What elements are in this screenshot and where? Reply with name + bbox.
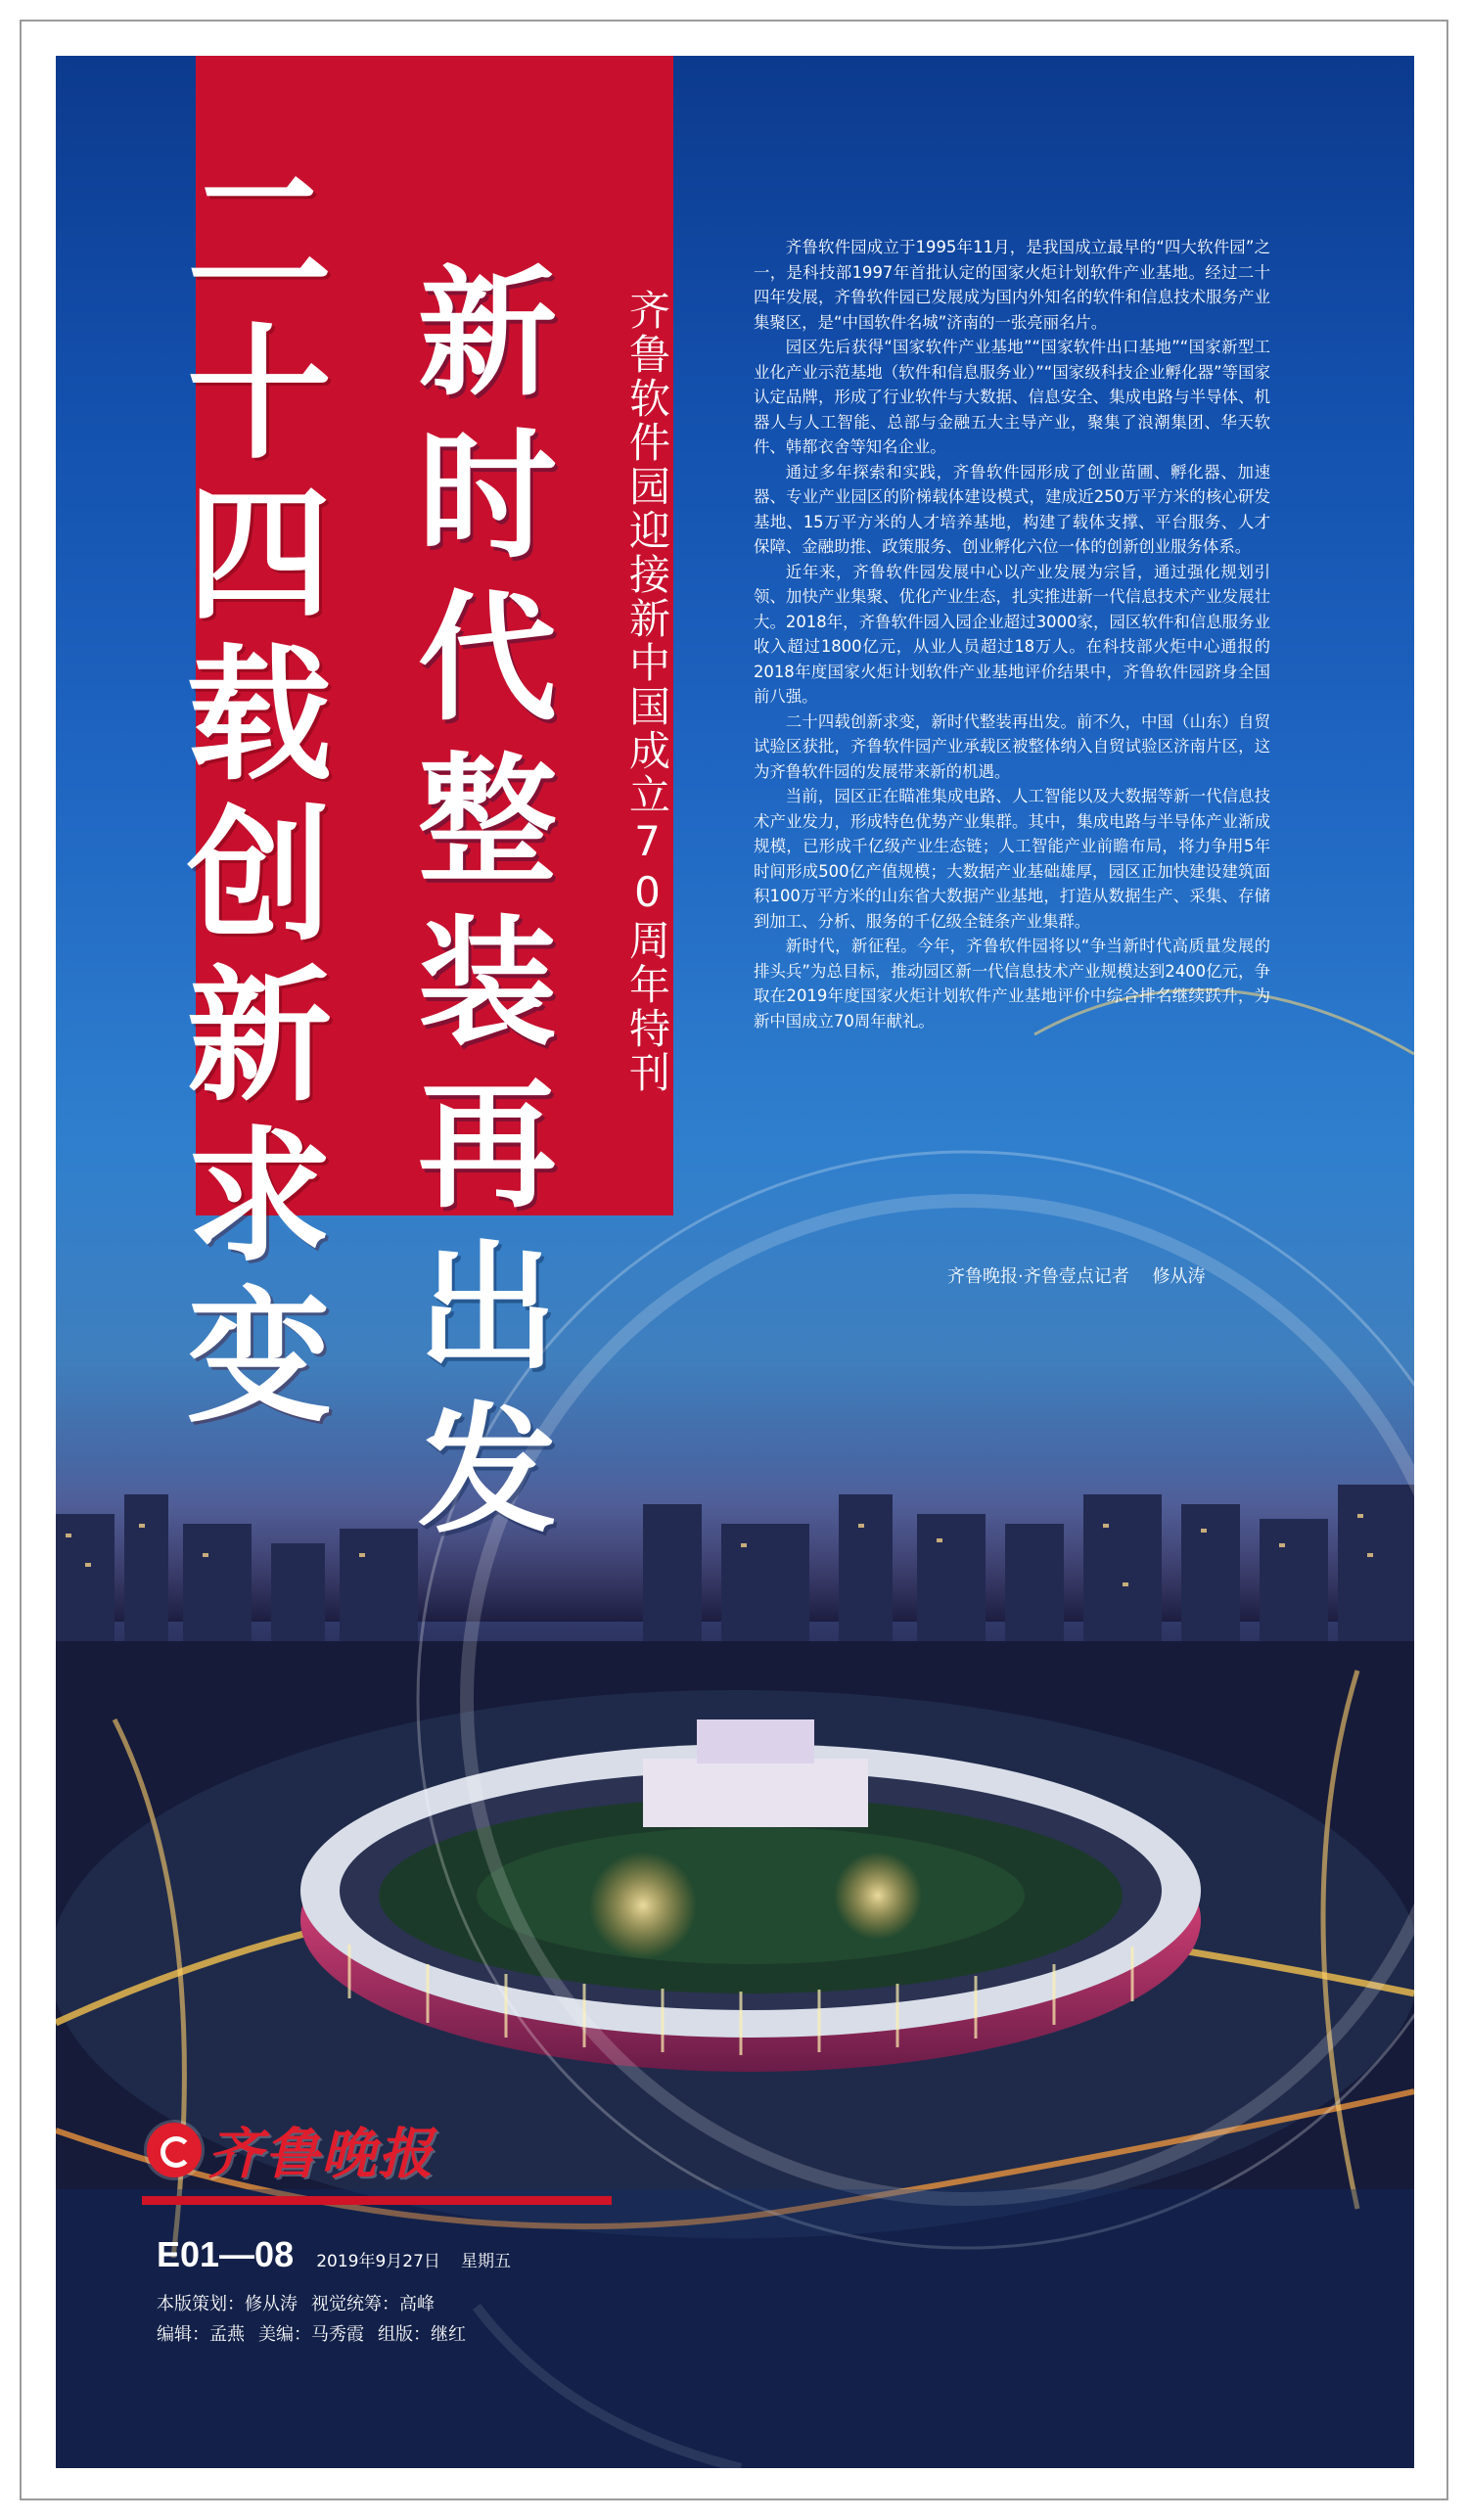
article-paragraph: 当前，园区正在瞄准集成电路、人工智能以及大数据等新一代信息技术产业发力，形成特色优势产业集群。其中，集成电路与半导体产业渐成规模，已形成千亿级产业生态链；人工智能产业前瞻布局，将力争用5年时间形成500亿产值规模；大数据产业基础雄厚，园区正加快建设建筑面积100万平方米的山东省大数据产业基地，打造从数据生产、采集、存储到加工、分析、服务的千亿级全链条产业集群。 [754, 787, 1270, 931]
issue-date: 2019年9月27日 [316, 2252, 440, 2271]
credit-visual: 视觉统筹：高峰 [311, 2294, 435, 2314]
credit-planner: 本版策划：修从涛 [157, 2294, 298, 2314]
article-paragraph: 齐鲁软件园成立于1995年11月，是我国成立最早的“四大软件园”之一，是科技部1997年首批认定的国家火炬计划软件产业基地。经过二十四年发展，齐鲁软件园已发展成为国内外知名的软件和信息技术服务产业集聚区，是“中国软件名城”济南的一张亮丽名片。 [754, 238, 1270, 332]
article-paragraph: 近年来，齐鲁软件园发展中心以产业发展为宗旨，通过强化规划引领、加快产业集聚、优化产业生态，扎实推进新一代信息技术产业发展壮大。2018年，齐鲁软件园入园企业超过3000家，园区软件和信息服务业收入超过1800亿元，从业人员超过18万人。在科技部火炬中心通报的2018年度国家火炬计划软件产业基地评价结果中，齐鲁软件园跻身全国前八强。 [754, 562, 1270, 706]
logo-divider [142, 2196, 612, 2205]
credit-layout: 组版：继红 [378, 2324, 466, 2345]
article-paragraph: 二十四载创新求变，新时代整装再出发。前不久，中国（山东）自贸试验区获批，齐鲁软件园产业承载区被整体纳入自贸试验区济南片区，这为齐鲁软件园的发展带来新的机遇。 [754, 711, 1270, 781]
credit-editor: 编辑：孟燕 [157, 2324, 245, 2345]
credits-line-1 [157, 2290, 435, 2315]
article-paragraph: 园区先后获得“国家软件产业基地”“国家软件出口基地”“国家新型工业化产业示范基地（软件和信息服务业）”“国家级科技企业孵化器”等国家认定品牌，形成了行业软件与大数据、信息安全、集成电路与半导体、机器人与人工智能、总部与金融五大主导产业，聚集了浪潮集团、华天软件、韩都衣舍等知名企业。 [754, 338, 1270, 456]
article-paragraph: 新时代，新征程。今年，齐鲁软件园将以“争当新时代高质量发展的排头兵”为总目标，推动园区新一代信息技术产业规模达到2400亿元，争取在2019年度国家火炬计划软件产业基地评价中综合排名继续跃升，为新中国成立70周年献礼。 [754, 937, 1270, 1031]
headline-column-2: 新时代整装再出发 [394, 259, 557, 1559]
issue-weekday: 星期五 [461, 2252, 512, 2271]
article-body [754, 235, 1270, 1033]
headline-column-1: 二十四载创新求变 [163, 157, 334, 1441]
credits-line-2 [157, 2320, 466, 2346]
newspaper-logo [147, 2111, 435, 2189]
article-paragraph: 通过多年探索和实践，齐鲁软件园形成了创业苗圃、孵化器、加速器、专业产业园区的阶梯载体建设模式，建成近250万平方米的核心研发基地、15万平方米的人才培养基地，构建了载体支撑、平台服务、人才保障、金融助推、政策服务、创业孵化六位一体的创新创业服务体系。 [754, 462, 1270, 556]
article-byline: 齐鲁晚报·齐鲁壹点记者 修从涛 [947, 1266, 1206, 1287]
newspaper-name: 齐鲁晚报 [207, 2122, 435, 2186]
special-issue-subtitle: 齐鲁软件园迎接新中国成立70周年特刊 [623, 289, 671, 1095]
page-number: E01—08 [157, 2234, 295, 2274]
credit-designer: 美编：马秀霞 [258, 2324, 364, 2345]
edition-info [157, 2234, 511, 2275]
newspaper-emblem-icon [147, 2123, 202, 2177]
